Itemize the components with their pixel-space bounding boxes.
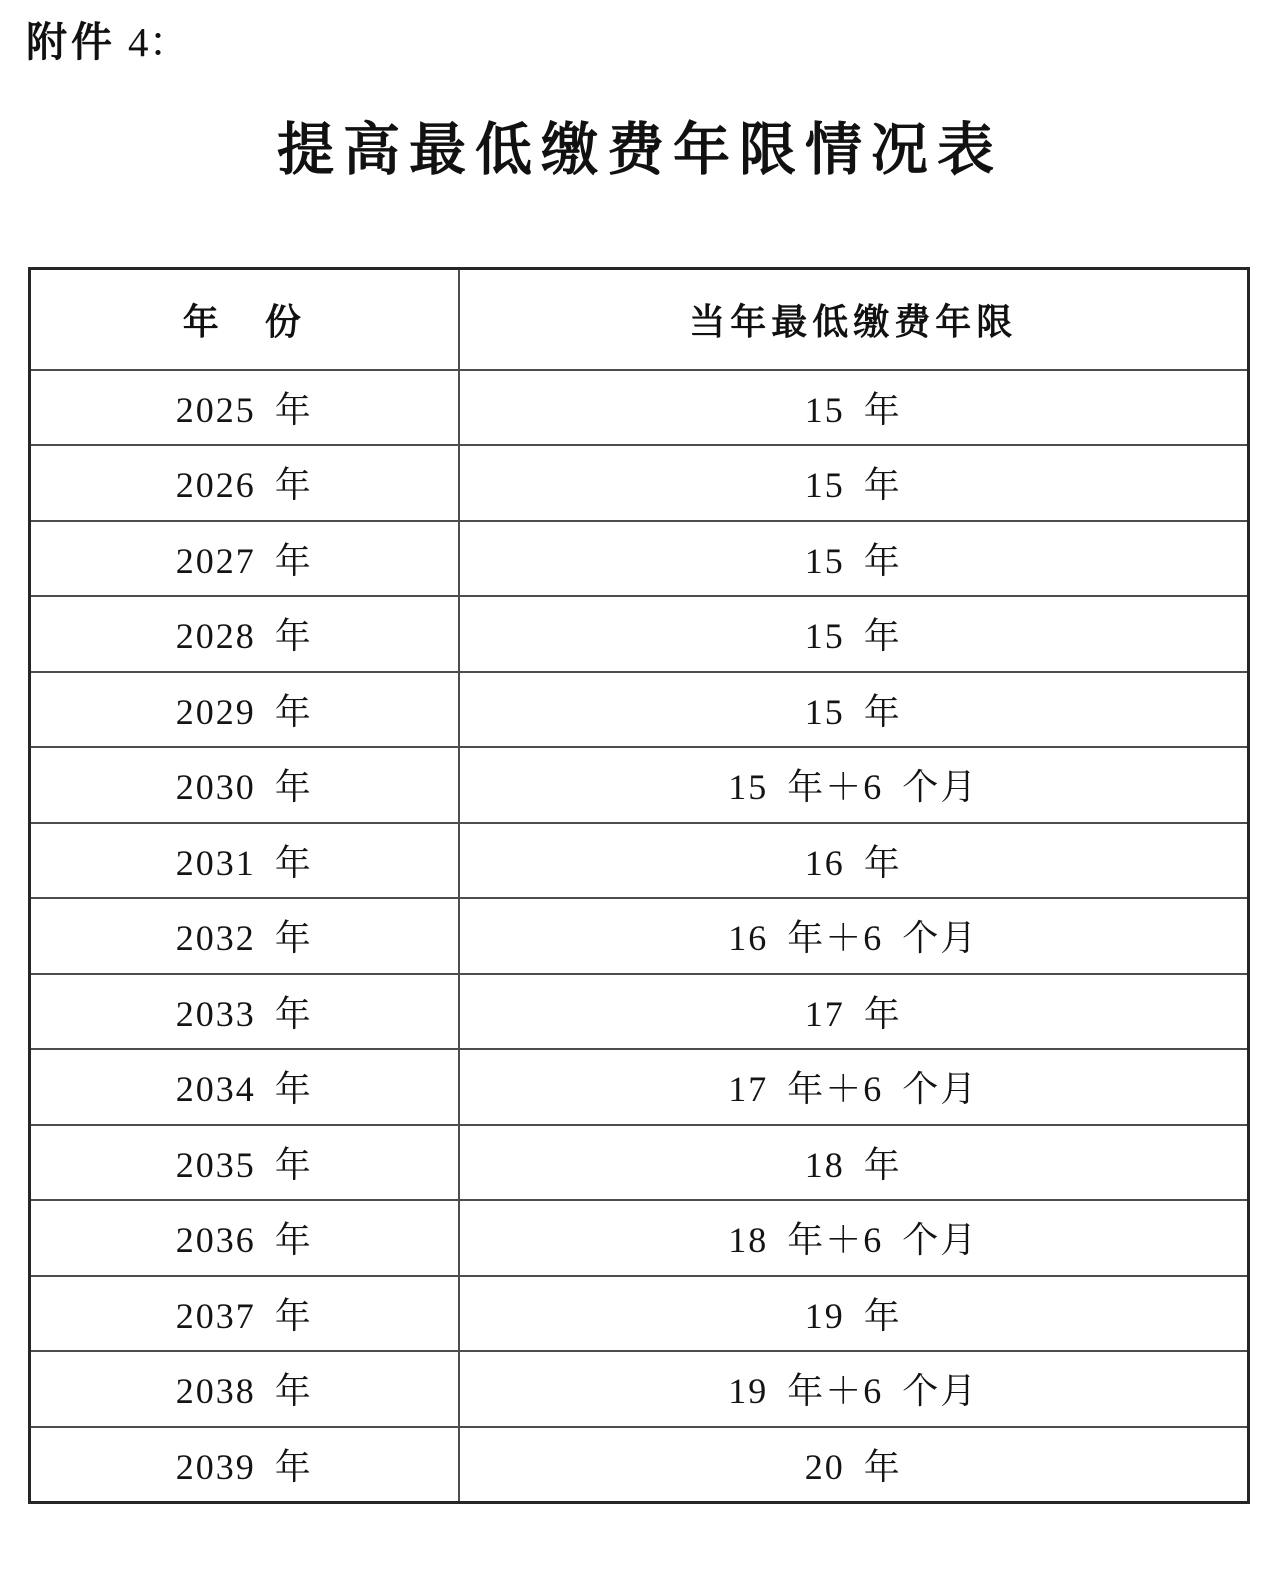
table-row	[30, 445, 1249, 521]
year-cell: 2035 年	[30, 1125, 459, 1201]
min-years-column-header: 当年最低缴费年限	[459, 269, 1249, 370]
table-row	[30, 596, 1249, 672]
year-cell: 2031 年	[30, 823, 459, 899]
min-years-cell: 16 年＋6 个月	[459, 898, 1249, 974]
table-row	[30, 1276, 1249, 1352]
year-cell: 2026 年	[30, 445, 459, 521]
year-cell: 2028 年	[30, 596, 459, 672]
year-cell: 2037 年	[30, 1276, 459, 1352]
table-row	[30, 1200, 1249, 1276]
table-row	[30, 672, 1249, 748]
min-years-cell: 15 年	[459, 596, 1249, 672]
attachment-number-text: 4：	[128, 19, 190, 65]
table-row	[30, 370, 1249, 446]
table-header	[30, 269, 1249, 370]
header-row	[30, 269, 1249, 370]
table-row	[30, 974, 1249, 1050]
min-years-cell: 15 年	[459, 370, 1249, 446]
min-years-cell: 15 年	[459, 445, 1249, 521]
year-cell: 2032 年	[30, 898, 459, 974]
min-years-cell: 18 年＋6 个月	[459, 1200, 1249, 1276]
year-cell: 2027 年	[30, 521, 459, 597]
min-contribution-table	[28, 267, 1250, 1504]
year-cell: 2038 年	[30, 1351, 459, 1427]
table-body	[30, 370, 1249, 1503]
table-row	[30, 1427, 1249, 1503]
table-row	[30, 898, 1249, 974]
min-years-cell: 15 年	[459, 521, 1249, 597]
table-row	[30, 1351, 1249, 1427]
min-years-cell: 17 年＋6 个月	[459, 1049, 1249, 1125]
min-years-cell: 15 年	[459, 672, 1249, 748]
year-cell: 2034 年	[30, 1049, 459, 1125]
min-years-cell: 19 年	[459, 1276, 1249, 1352]
attachment-prefix-text: 附件	[26, 19, 116, 65]
table-row	[30, 1049, 1249, 1125]
year-cell: 2039 年	[30, 1427, 459, 1503]
min-years-cell: 20 年	[459, 1427, 1249, 1503]
year-cell: 2025 年	[30, 370, 459, 446]
attachment-label	[26, 18, 190, 67]
table-row	[30, 747, 1249, 823]
table-row	[30, 1125, 1249, 1201]
year-cell: 2030 年	[30, 747, 459, 823]
table-row	[30, 823, 1249, 899]
table-row	[30, 521, 1249, 597]
min-years-cell: 18 年	[459, 1125, 1249, 1201]
year-cell: 2036 年	[30, 1200, 459, 1276]
year-cell: 2033 年	[30, 974, 459, 1050]
year-column-header: 年 份	[30, 269, 459, 370]
min-years-cell: 15 年＋6 个月	[459, 747, 1249, 823]
min-years-cell: 19 年＋6 个月	[459, 1351, 1249, 1427]
year-cell: 2029 年	[30, 672, 459, 748]
min-years-cell: 16 年	[459, 823, 1249, 899]
page-title: 提高最低缴费年限情况表	[277, 119, 1003, 182]
min-years-cell: 17 年	[459, 974, 1249, 1050]
